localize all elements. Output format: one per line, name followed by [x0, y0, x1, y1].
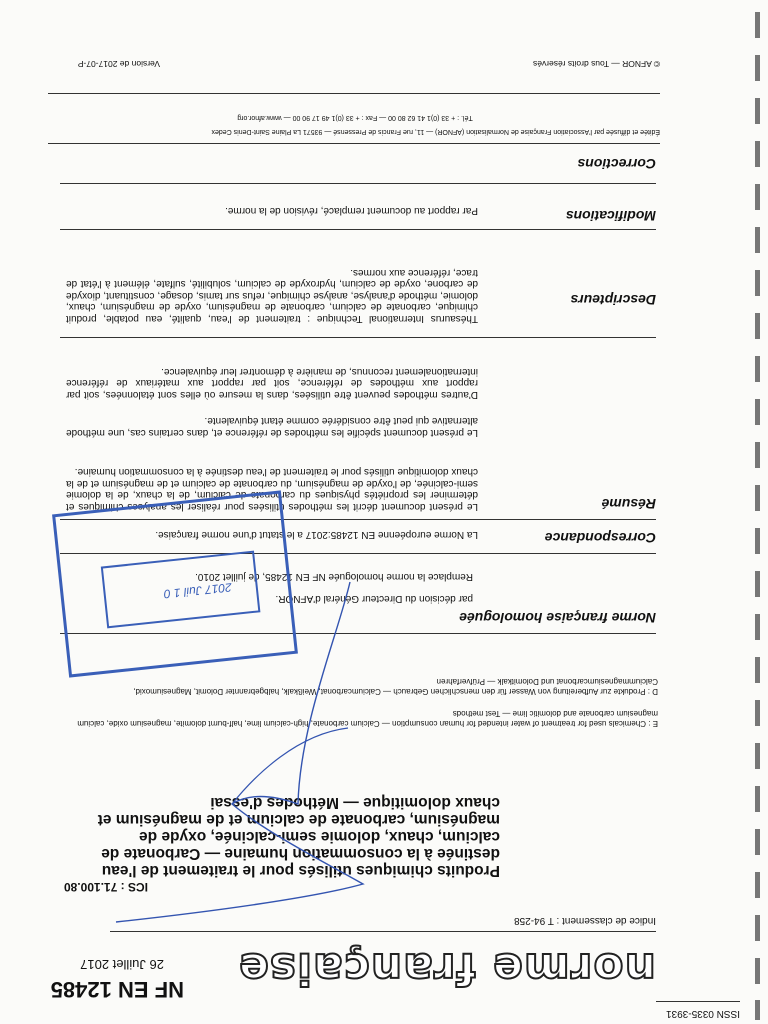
section-heading-correspondance: Correspondance	[544, 530, 656, 546]
editor-address: Éditée et diffusée par l'Association Française de Normalisation (AFNOR) — 11, rue Francis de Pressensé — 93571 La Plaine Saint-Denis Cedex	[211, 128, 660, 135]
section-heading-corrections: Corrections	[577, 156, 656, 172]
binding-mark-7	[755, 270, 760, 296]
correspondance-text: La Norme européenne EN 12485:2017 a le statut d'une norme française.	[155, 529, 478, 540]
binding-mark-13	[755, 528, 760, 554]
standard-number: NF EN 12485	[50, 977, 184, 1002]
binding-mark-5	[755, 184, 760, 210]
copyright-notice: © AFNOR — Tous droits réservés	[532, 59, 660, 69]
binding-mark-1	[755, 12, 760, 38]
descripteurs-text: Thésaurus International Technique : traitement de l'eau, qualité, eau potable, produit chimique, carbonate de calcium, carbonate de magnésium, oxyde de magnésium, chaux, dolomie, méthode d'analyse, analyse chimique, refus sur tamis, dosage, constituant, dioxyde de carbone, oxyde de calcium, hydroxyde de calcium, solubilité, sulfate, élément à l'état de trace, référence aux normes.	[66, 267, 478, 324]
section-heading-homologuee: Norme française homologuée	[459, 610, 656, 626]
binding-mark-12	[755, 485, 760, 511]
binding-mark-9	[755, 356, 760, 382]
binding-mark-16	[755, 657, 760, 683]
binding-mark-20	[755, 829, 760, 855]
english-title: E : Chemicals used for treatment of water intended for human consumption — Calcium carbonate, high-calcium lime, half-burnt dolomite, magnesium oxide, calcium magnesium carbonate and dolomitic lime — Test methods	[77, 709, 658, 728]
document-title: Produits chimiques utilisés pour le traitement de l'eau destinée à la consommation humaine — Carbonate de calcium, chaux, dolomie semi-calcinée, oxyde de magnésium, carbonate de calcium et de magnésium et chaux dolomitique — Méthodes d'essai	[97, 794, 500, 879]
replaced-standard: Remplace la norme homologuée NF EN 12485, de juillet 2010.	[195, 571, 473, 582]
resume-paragraph-2: Le présent document spécifie les méthodes de référence et, dans certains cas, une méthode alternative qui peut être considérée comme étant équivalente.	[66, 415, 478, 438]
binding-mark-22	[755, 915, 760, 941]
binding-mark-23	[755, 958, 760, 984]
german-title: D : Produkte zur Aufbereitung von Wasser für den menschlichen Gebrauch — Calciumcarbonat, Weißkalk, halbgebrannter Dolomit, Magnesiumoxid, Calciummagnesiumcarbonat und Dolomitkalk — Prüfverfahren	[133, 677, 658, 696]
binding-mark-21	[755, 872, 760, 898]
stamp-date: 2017 Juil 1 0	[163, 580, 233, 602]
resume-paragraph-1: Le présent document décrit les méthodes utilisées pour réaliser les analyses chimiques et déterminer les propriétés physiques du carbonate de calcium, de la chaux, de la dolomie semi-calcinée, de l'oxyde de magnésium, du carbonate de calcium et de magnésium et de la chaux dolomitique utilisés pour le traitement de l'eau destinée à la consommation humaine.	[66, 466, 478, 512]
issn-number: ISSN 0335-3931	[666, 1008, 740, 1019]
resume-paragraph-3: D'autres méthodes peuvent être utilisées, dans la mesure où elles sont étalonnées, soit par rapport aux méthodes de référence, soit par rapport aux matériaux de référence internationalement reconnus, de manière à démontrer leur équivalence.	[66, 366, 478, 400]
binding-mark-19	[755, 786, 760, 812]
binding-mark-10	[755, 399, 760, 425]
publication-date: 26 Juillet 2017	[80, 957, 164, 972]
binding-mark-11	[755, 442, 760, 468]
section-heading-descripteurs: Descripteurs	[570, 292, 656, 308]
section-heading-resume: Résumé	[601, 496, 656, 512]
classification-index: Indice de classement : T 94-258	[514, 915, 656, 926]
version-label: Version de 2017-07-P	[77, 59, 160, 69]
binding-mark-3	[755, 98, 760, 124]
section-heading-modifications: Modifications	[565, 208, 656, 224]
binding-mark-17	[755, 700, 760, 726]
homologation-decision: par décision du Directeur Général d'AFNOR.	[275, 593, 473, 604]
ics-code: ICS : 71.100.80	[63, 880, 148, 894]
binding-mark-8	[755, 313, 760, 339]
modifications-text: Par rapport au document remplacé, révision de la norme.	[225, 205, 478, 216]
binding-mark-4	[755, 141, 760, 167]
brand-title: norme française	[237, 943, 656, 994]
binding-mark-15	[755, 614, 760, 640]
binding-mark-18	[755, 743, 760, 769]
binding-mark-2	[755, 55, 760, 81]
binding-mark-24	[755, 1000, 760, 1020]
binding-mark-14	[755, 571, 760, 597]
binding-mark-6	[755, 227, 760, 253]
contact-line: Tél. : + 33 (0)1 41 62 80 00 — Fax : + 33 (0)1 49 17 90 00 — www.afnor.org	[237, 114, 473, 121]
